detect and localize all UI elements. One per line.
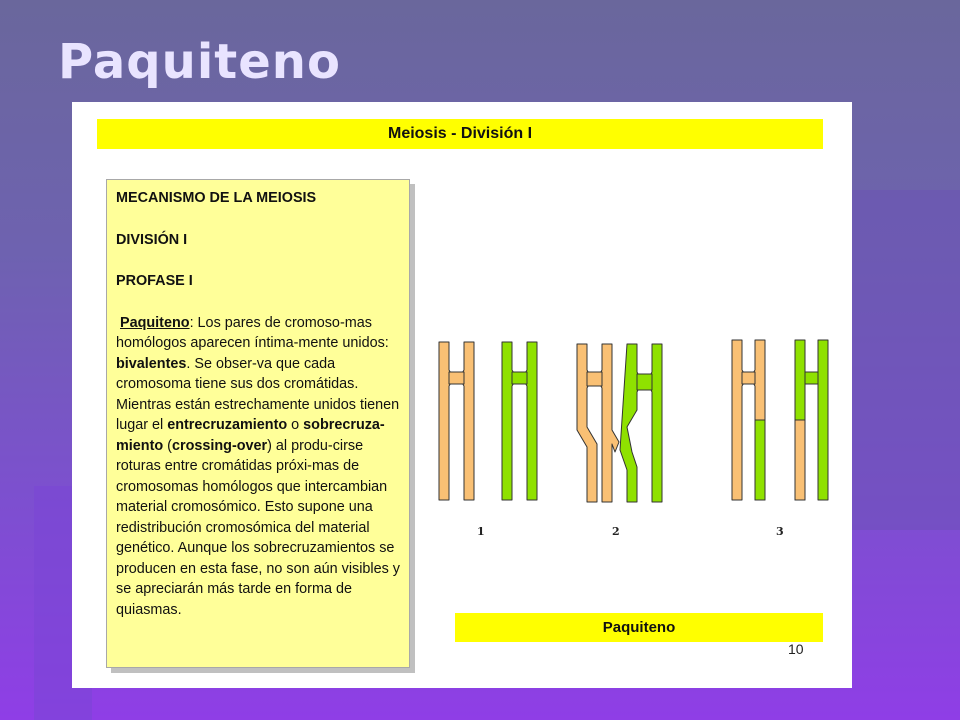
desc-part-2: . Se obser-va que cada cromosoma tiene sus dos cromátidas. Mientras están estrechamente unidos tienen lugar el [116,355,400,433]
exchanged-segment-green [755,420,765,500]
explanation-panel [106,179,410,668]
figure-footer-banner: Paquiteno [455,613,823,642]
term-bivalentes: bivalentes [116,355,187,372]
desc-part-1: : Los pares de cromoso-mas homólogos aparecen íntima-mente unidos: [116,314,389,351]
pachytene-description [116,313,401,621]
heading-prophase: PROFASE I [116,273,193,289]
stage-label-1: 1 [477,525,485,538]
chromosome-pair-1-orange [439,342,474,500]
stage-label-2: 2 [612,525,620,538]
chromosome-pair-2-green [620,344,662,502]
desc-part-3: o [287,417,304,433]
heading-mechanism: MECANISMO DE LA MEIOSIS [116,190,317,206]
heading-division: DIVISIÓN I [116,231,188,248]
desc-part-5: ) al produ-cirse roturas entre cromátidas próxi-mas de cromosomas homólogos que intercambian material cromosómico. Esto supone una redistribución cromosómica del material genético. Aunque los sobrecruzamientos se producen en esta fase, no son aún visibles y se apreciarán más tarde en forma de quiasmas. [116,437,400,618]
term-sobrecruzamiento: sobrecruza-miento [116,417,385,454]
figure-header-banner: Meiosis - División I [97,119,823,149]
chromosome-diagram [432,332,842,512]
term-entrecruzamiento: entrecruzamiento [167,417,288,433]
page-number: 10 [788,641,804,657]
term-crossing-over: crossing-over [171,437,268,454]
stage-label-3: 3 [776,525,784,538]
exchanged-segment-orange [795,420,805,500]
background-decoration-right [848,190,960,530]
desc-part-4: ( [163,437,172,454]
term-paquiteno: Paquiteno [120,314,190,331]
meiosis-figure [72,102,852,688]
slide-title: Paquiteno [58,34,341,90]
chromosome-pair-1-green [502,342,537,500]
chromosome-pair-2-orange [577,344,619,502]
